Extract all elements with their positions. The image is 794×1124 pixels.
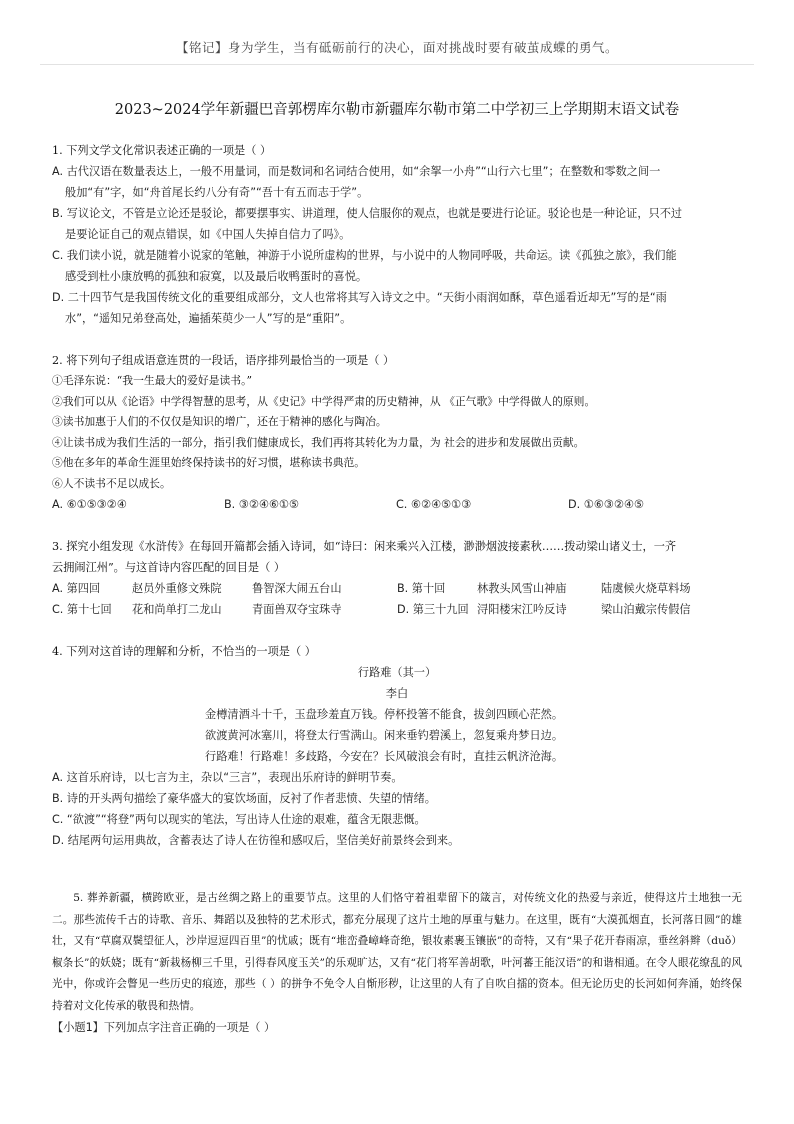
question-1-option-d: D. 二十四节气是我国传统文化的重要组成部分，文人也常将其写入诗文之中。“天街小雨润如酥，草色遥看近却无”写的是“雨 水”，“遥知兄弟登高处，遍插茱萸少一人”写的是“重阳”。 bbox=[52, 291, 667, 325]
question-3 bbox=[52, 536, 742, 620]
question-5-subquestion-1: 【小题1】下列加点字注音正确的一项是（ ） bbox=[52, 1021, 276, 1034]
question-2-option-a: A. ⑥①⑤③②④ bbox=[52, 498, 127, 511]
question-3-options bbox=[52, 578, 742, 620]
question-2-options bbox=[52, 494, 742, 515]
question-5-passage: 5. 葬养新疆，横跨欧亚，是古丝绸之路上的重要节点。这里的人们恪守着祖辈留下的箴言，对传统文化的热爱与亲近，使得这片土地独一无二。那些流传千古的诗歌、音乐、舞蹈以及独特的艺术形式，都充分展现了这片土地的厚重与魅力。在这里，既有“大漠孤烟直，长河落日圆”的雄壮，又有“草腐双鬓望征人，沙岸逗逗四百里”的忧戚；既有“堆峦叠嶂峰奇绝，银妆素裹玉镶嵌”的奇特，又有“果子花开春雨凉，垂丝斜辫（duǒ）椒条长”的妖娆；既有“新栽杨柳三千里，引得春风度玉关”的乐观旷达，又有“花门将军善胡歌，叶河蕃王能汉语”的和谐相通。在令人眼花缭乱的风光中，你或许会瞥见一些历史的痕迹，那些（ ）的拼争不免令人自惭形秽，让这里的人有了自吹自擂的资本。但无论历史的长河如何奔涌，始终保持着对文化传承的敬畏和热情。 bbox=[52, 892, 742, 1012]
question-2-option-c: C. ⑥②④⑤①③ bbox=[396, 498, 472, 511]
question-3-option-b: B. 第十回 林教头风雪山神庙 陆虞候火烧草料场 bbox=[397, 582, 691, 595]
question-2-option-d: D. ①⑥③②④⑤ bbox=[568, 498, 644, 511]
poem-author: 李白 bbox=[385, 687, 409, 700]
question-1-option-c: C. 我们读小说，就是随着小说家的笔触，神游于小说所虚构的世界，与小说中的人物同呼吸，共命运。读《孤独之旅》，我们能 感受到杜小康放鸭的孤独和寂寞，以及最后收鸭蛋时的喜悦。 bbox=[52, 249, 677, 283]
question-2-option-b: B. ③②④⑥①⑤ bbox=[224, 498, 299, 511]
question-2-stem: 2. 将下列句子组成语意连贯的一段话，语序排列最恰当的一项是（ ） bbox=[52, 354, 395, 367]
question-1 bbox=[52, 140, 742, 329]
question-4-option-b: B. 诗的开头两句描绘了豪华盛大的宴饮场面，反衬了作者悲愤、失望的情绪。 bbox=[52, 792, 436, 805]
question-3-stem-line-2: 云拥闹江州”。与这首诗内容匹配的回目是（ ） bbox=[52, 561, 286, 574]
sentence-1: ①毛泽东说：“我一生最大的爱好是读书。” bbox=[52, 374, 252, 387]
question-1-stem: 1. 下列文学文化常识表述正确的一项是（ ） bbox=[52, 144, 272, 157]
poem-line-3: 行路难！行路难！多歧路，今安在？长风破浪会有时，直挂云帆济沧海。 bbox=[205, 750, 564, 763]
question-4 bbox=[52, 641, 742, 851]
question-4-option-a: A. 这首乐府诗，以七言为主，杂以“三言”，表现出乐府诗的鲜明节奏。 bbox=[52, 771, 403, 784]
question-4-stem: 4. 下列对这首诗的理解和分析，不恰当的一项是（ ） bbox=[52, 645, 316, 658]
sentence-5: ⑤他在多年的革命生涯里始终保持读书的好习惯，堪称读书典范。 bbox=[52, 456, 366, 469]
question-3-stem-line-1: 3. 探究小组发现《水浒传》在每回开篇都会插入诗词，如“诗曰：闲来乘兴入江楼，渺渺烟波接素秋……拨动梁山诸义士，一齐 bbox=[52, 540, 677, 553]
header-divider bbox=[40, 64, 754, 65]
motto-header: 【铭记】身为学生，当有砥砺前行的决心，面对挑战时要有破茧成蝶的勇气。 bbox=[175, 40, 618, 55]
question-4-option-c: C. “欲渡”“将登”两句以现实的笔法，写出诗人仕途的艰难，蕴含无限悲慨。 bbox=[52, 813, 426, 826]
question-2 bbox=[52, 350, 742, 515]
poem-title: 行路难（其一） bbox=[357, 666, 437, 679]
sentence-4: ④让读书成为我们生活的一部分，指引我们健康成长，我们再将其转化为力量，为 社会的进步和发展做出贡献。 bbox=[52, 435, 585, 449]
question-1-option-b: B. 写议论文，不管是立论还是驳论，都要摆事实、讲道理，使人信服你的观点，也就是要进行论证。驳论也是一种论证，只不过 是要论证自己的观点错误，如《中国人失掉自信力了吗》。 bbox=[52, 207, 683, 241]
question-5 bbox=[52, 888, 742, 1038]
exam-content bbox=[52, 140, 742, 1038]
sentence-6: ⑥人不读书不足以成长。 bbox=[52, 476, 171, 490]
question-3-option-c: C. 第十七回 花和尚单打二龙山 青面兽双夺宝珠寺 bbox=[52, 603, 342, 616]
question-4-option-d: D. 结尾两句运用典故，含蓄表达了诗人在彷徨和感叹后，坚信美好前景终会到来。 bbox=[52, 834, 460, 847]
sentence-3: ③读书加惠于人们的不仅仅是知识的增广，还在于精神的感化与陶冶。 bbox=[52, 415, 387, 428]
question-3-option-d: D. 第三十九回 浔阳楼宋江吟反诗 梁山泊戴宗传假信 bbox=[397, 603, 691, 616]
sentence-2: ②我们可以从《论语》中学得智慧的思考，从《史记》中学得严肃的历史精神，从 《正气歌》中学得做人的原则。 bbox=[52, 394, 596, 408]
exam-title: 2023~2024学年新疆巴音郭楞库尔勒市新疆库尔勒市第二中学初三上学期期末语文试卷 bbox=[114, 102, 680, 118]
question-1-option-a: A. 古代汉语在数量表达上，一般不用量词，而是数词和名词结合使用，如“余挐一小舟”“山行六七里”；在整数和零数之间一 般加“有”字，如“舟首尾长约八分有奇”“吾十有五而志于学”。 bbox=[52, 165, 661, 199]
question-3-option-a: A. 第四回 赵员外重修文殊院 鲁智深大闹五台山 bbox=[52, 582, 342, 595]
poem-line-1: 金樽清酒斗十千，玉盘珍羞直万钱。停杯投箸不能食，拔剑四顾心茫然。 bbox=[205, 708, 564, 721]
poem-line-2: 欲渡黄河冰塞川，将登太行雪满山。闲来垂钓碧溪上，忽复乘舟梦日边。 bbox=[205, 729, 564, 742]
